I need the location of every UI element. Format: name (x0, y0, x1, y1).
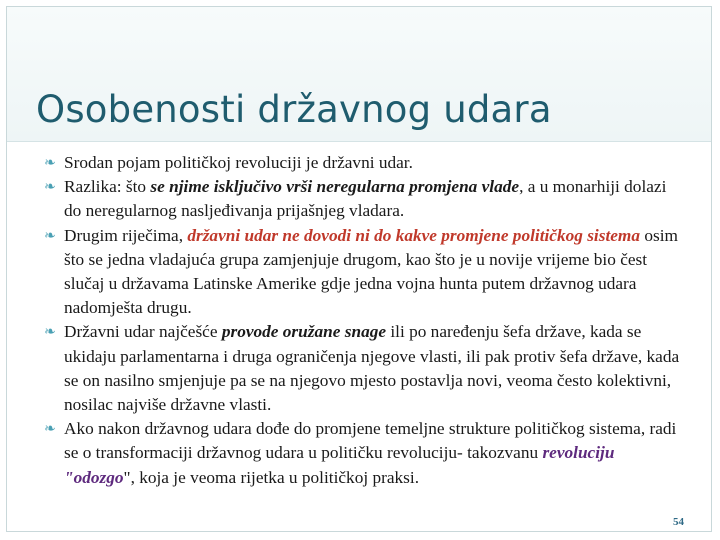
leaf-bullet-icon: ❧ (44, 179, 56, 196)
bullet-list (44, 151, 684, 490)
bullet-text: Državni udar najčešće (64, 322, 222, 342)
bullet-text: Razlika: što (64, 177, 151, 197)
bullet-text: ili po naređenju šefa države, kada se ukidaju parlamentarna i druga ograničenja njegove vlasti, ili pak protiv šefa države, kada se on nasilno smjenjuje pa se na njegovo mjesto postavlja novi, veoma često kolektivni, nosilac najviše državne vlasti. (64, 322, 680, 415)
leaf-bullet-icon: ❧ (44, 324, 56, 341)
leaf-bullet-icon: ❧ (44, 155, 56, 171)
emphasis-text: se njime isključivo vrši neregularna promjena vlade (150, 177, 520, 197)
title-divider (7, 141, 711, 142)
bullet-item (44, 175, 684, 223)
emphasis-text: provode oružane snage (221, 322, 387, 342)
bullet-text: Ako nakon državnog udara dođe do promjene temeljne strukture političkog sistema, radi se o transformaciji državnog udara u političku revoluciju- takozvanu (64, 419, 677, 463)
bullet-text: Drugim riječima, (64, 225, 188, 245)
slide-title: Osobenosti državnog udara (36, 88, 552, 131)
emphasis-text: revoluciju "odozgo (64, 443, 615, 487)
bullet-item (44, 151, 684, 175)
bullet-item (44, 417, 684, 490)
bullet-text: osim što se jedna vladajuća grupa zamjenjuje drugom, kao što je u novije vrijeme bio čest slučaj u državama Latinske Amerike gdje jedna vojna hunta putem državnog udara nadomješta drugu. (64, 225, 678, 318)
page-number: 54 (673, 516, 684, 528)
leaf-bullet-icon: ❧ (44, 227, 56, 244)
bullet-text: Srodan pojam političkoj revoluciji je državni udar. (64, 153, 413, 172)
leaf-bullet-icon: ❧ (44, 421, 56, 438)
bullet-item (44, 320, 684, 417)
bullet-item (44, 224, 684, 321)
bullet-text: , a u monarhiji dolazi do neregularnog nasljeđivanja prijašnjeg vladara. (64, 177, 667, 221)
emphasis-text: državni udar ne dovodi ni do kakve promjene političkog sistema (187, 225, 641, 245)
bullet-text: ", koja je veoma rijetka u političkoj praksi. (123, 467, 420, 487)
